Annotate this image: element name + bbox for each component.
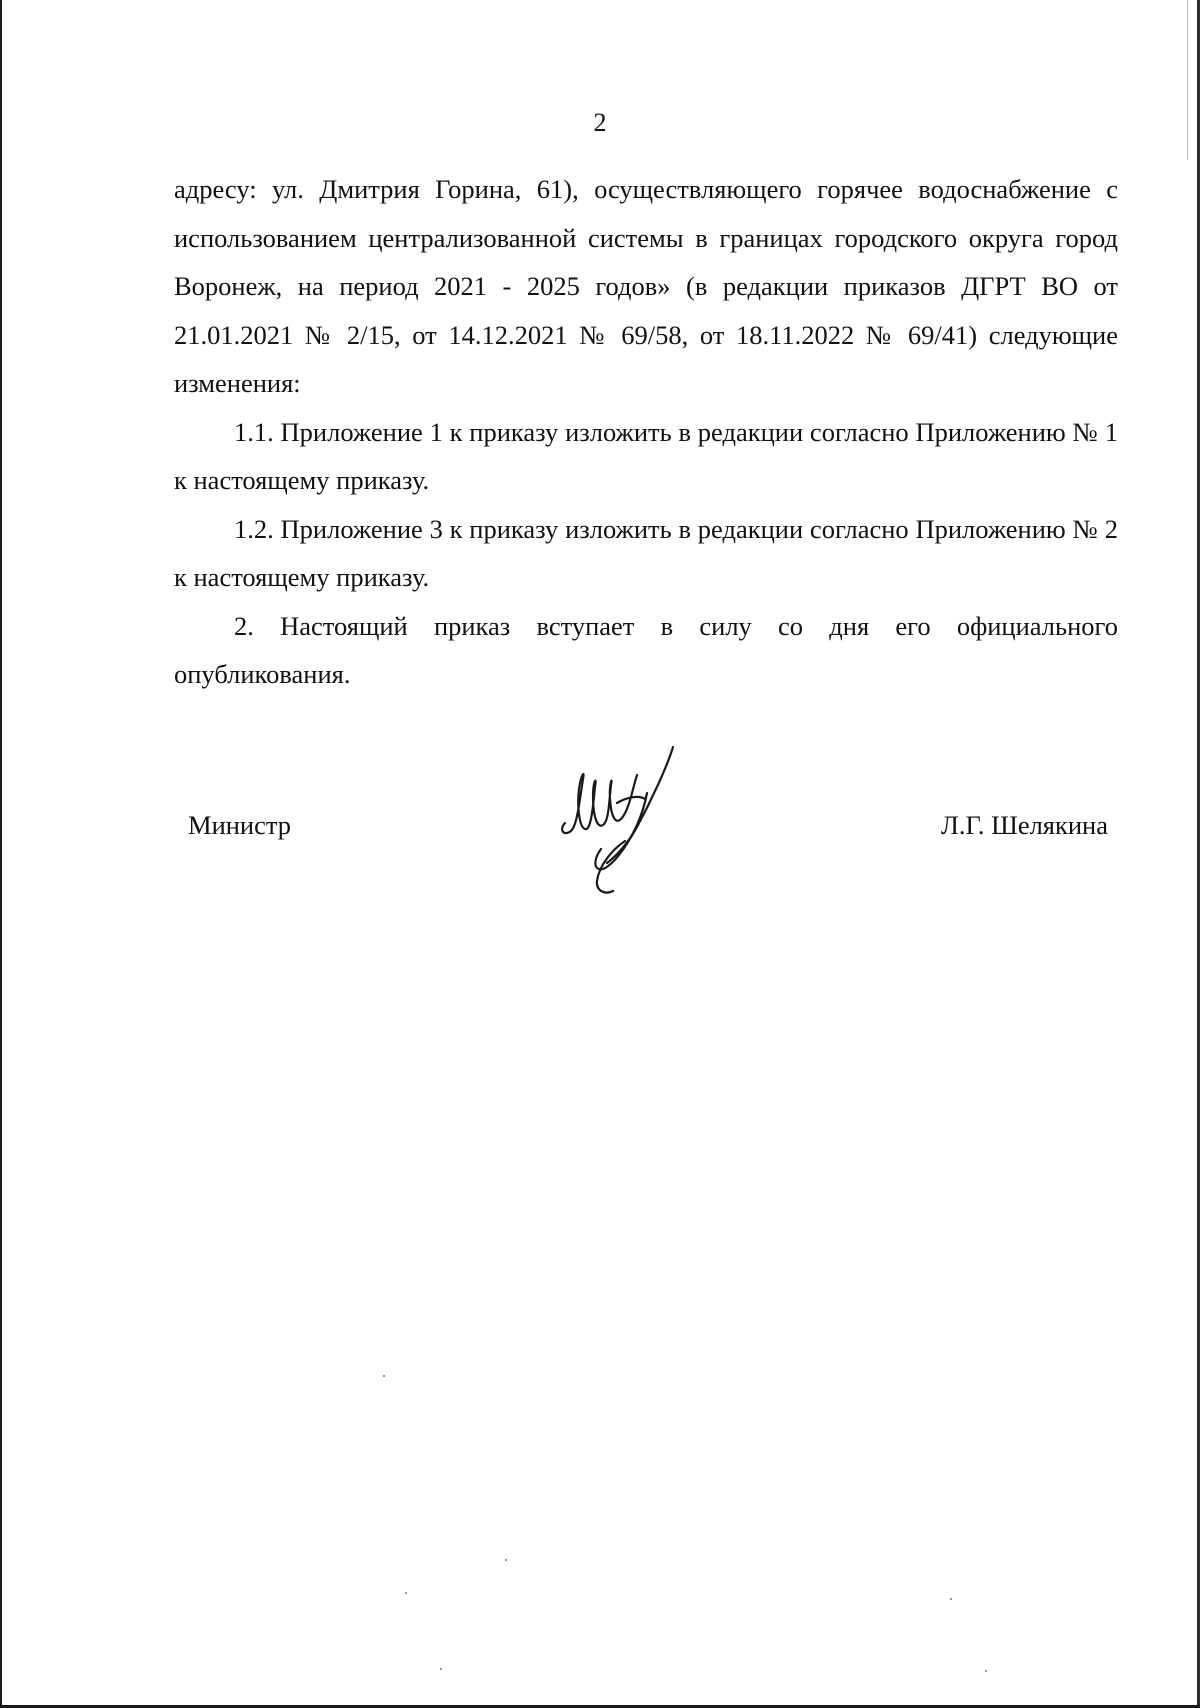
handwritten-signature [555, 745, 695, 895]
paragraph-item-1-2: 1.2. Приложение 3 к приказу изложить в редакции согласно Приложению № 2 к настоящему приказу. [174, 513, 1118, 592]
signer-name: Л.Г. Шелякина [940, 810, 1108, 840]
scan-speck [985, 1670, 987, 1672]
scan-speck [505, 1559, 507, 1561]
paragraph-continuation: адресу: ул. Дмитрия Горина, 61), осуществляющего горячее водоснабжение с использованием централизованной системы в границах городского округа город Воронеж, на период 2021 - 2025 годов» (в редакции приказов ДГРТ ВО от 21.01.2021 № 2/15, от 14.12.2021 № 69/58, от 18.11.2022 № 69/41) следующие изменения: [174, 174, 1118, 398]
scan-speck [383, 1375, 385, 1377]
scan-speck [405, 1592, 407, 1594]
scan-speck [440, 1668, 442, 1670]
scan-speck [950, 1598, 952, 1600]
paragraph-item-1-1: 1.1. Приложение 1 к приказу изложить в редакции согласно Приложению № 1 к настоящему приказу. [174, 416, 1118, 495]
document-body [174, 165, 1118, 699]
paragraph-item-2: 2. Настоящий приказ вступает в силу со дня его официального опубликования. [174, 610, 1118, 689]
scan-border-left [0, 0, 2, 1708]
signer-role: Министр [188, 810, 292, 840]
page-number: 2 [593, 108, 607, 137]
